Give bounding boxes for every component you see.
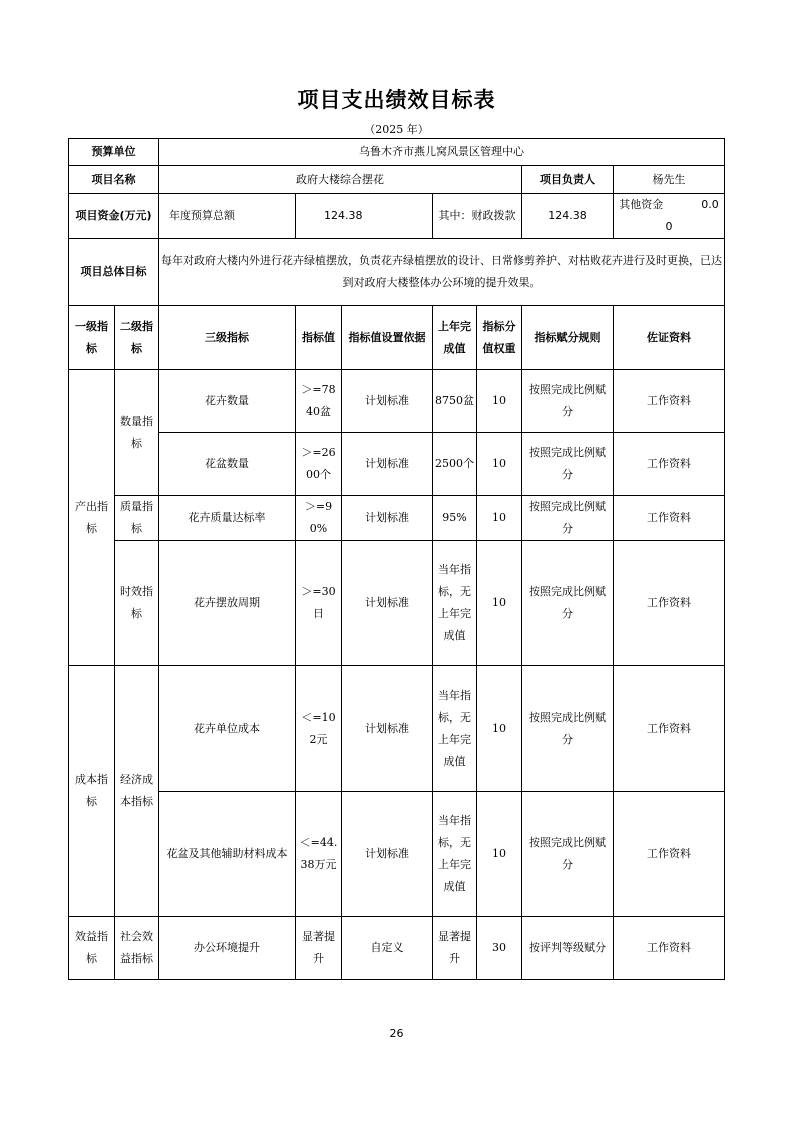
header-evidence: 佐证资料 <box>614 306 725 370</box>
row-rule: 按照完成比例赋分 <box>522 541 614 666</box>
table-row <box>69 541 725 666</box>
header-basis: 指标值设置依据 <box>342 306 433 370</box>
table-row <box>69 496 725 541</box>
other-funds-label: 其他资金 <box>619 198 664 211</box>
row-weight: 10 <box>477 792 522 917</box>
row-name: 办公环境提升 <box>159 917 296 980</box>
performance-table <box>68 138 725 980</box>
row-value: ＞=90% <box>296 496 342 541</box>
row-rule: 按评判等级赋分 <box>522 917 614 980</box>
row-evidence: 工作资料 <box>614 433 725 496</box>
other-funds-area <box>614 194 725 239</box>
table-row <box>69 792 725 917</box>
row-value: 显著提升 <box>296 917 342 980</box>
row-last-year: 95% <box>433 496 477 541</box>
table-row <box>69 433 725 496</box>
row-basis: 计划标准 <box>342 666 433 792</box>
project-name-label: 项目名称 <box>69 166 159 194</box>
row-weight: 10 <box>477 496 522 541</box>
row-value: ＞=7840盆 <box>296 370 342 433</box>
header-level1: 一级指标 <box>69 306 115 370</box>
row-headers <box>69 306 725 370</box>
header-rule: 指标赋分规则 <box>522 306 614 370</box>
row-basis: 计划标准 <box>342 541 433 666</box>
row-evidence: 工作资料 <box>614 370 725 433</box>
header-level3: 三级指标 <box>159 306 296 370</box>
year-label: （2025 年） <box>364 123 429 136</box>
header-level2: 二级指标 <box>115 306 159 370</box>
project-leader-value: 杨先生 <box>614 166 725 194</box>
row-name: 花卉数量 <box>159 370 296 433</box>
page-number: 26 <box>389 1027 404 1040</box>
level2-quality: 质量指标 <box>115 496 159 541</box>
row-last-year: 显著提升 <box>433 917 477 980</box>
row-evidence: 工作资料 <box>614 496 725 541</box>
goal-text: 每年对政府大楼内外进行花卉绿植摆放，负责花卉绿植摆放的设计、日常修剪养护、对枯败花卉进行及时更换，已达到对政府大楼整体办公环境的提升效果。 <box>159 239 725 306</box>
page-title: 项目支出绩效目标表 <box>297 88 496 112</box>
row-evidence: 工作资料 <box>614 541 725 666</box>
row-value: ＜=44.38万元 <box>296 792 342 917</box>
row-weight: 10 <box>477 666 522 792</box>
project-name-value: 政府大楼综合摆花 <box>159 166 522 194</box>
row-rule: 按照完成比例赋分 <box>522 433 614 496</box>
row-last-year: 2500个 <box>433 433 477 496</box>
level1-output: 产出指标 <box>69 370 115 666</box>
fiscal-value: 124.38 <box>522 194 614 239</box>
row-name: 花卉单位成本 <box>159 666 296 792</box>
annual-budget-label: 年度预算总额 <box>159 194 296 239</box>
row-weight: 10 <box>477 433 522 496</box>
row-evidence: 工作资料 <box>614 666 725 792</box>
row-name: 花盆及其他辅助材料成本 <box>159 792 296 917</box>
header-weight: 指标分值权重 <box>477 306 522 370</box>
table-row <box>69 666 725 792</box>
row-weight: 30 <box>477 917 522 980</box>
row-evidence: 工作资料 <box>614 917 725 980</box>
row-weight: 10 <box>477 370 522 433</box>
row-weight: 10 <box>477 541 522 666</box>
row-rule: 按照完成比例赋分 <box>522 666 614 792</box>
header-value: 指标值 <box>296 306 342 370</box>
row-value: ＞=30日 <box>296 541 342 666</box>
row-basis: 计划标准 <box>342 792 433 917</box>
row-basis: 计划标准 <box>342 496 433 541</box>
project-leader-label: 项目负责人 <box>522 166 614 194</box>
row-last-year: 当年指标，无上年完成值 <box>433 792 477 917</box>
row-last-year: 当年指标，无上年完成值 <box>433 541 477 666</box>
level1-benefit: 效益指标 <box>69 917 115 980</box>
goal-label: 项目总体目标 <box>69 239 159 306</box>
row-name: 花卉质量达标率 <box>159 496 296 541</box>
level1-cost: 成本指标 <box>69 666 115 917</box>
row-name: 花卉摆放周期 <box>159 541 296 666</box>
row-budget-unit <box>69 139 725 166</box>
budget-unit-label: 预算单位 <box>69 139 159 166</box>
level2-social: 社会效益指标 <box>115 917 159 980</box>
level2-economic: 经济成本指标 <box>115 666 159 917</box>
row-basis: 计划标准 <box>342 433 433 496</box>
row-goal <box>69 239 725 306</box>
row-rule: 按照完成比例赋分 <box>522 792 614 917</box>
table-row <box>69 917 725 980</box>
row-project-name <box>69 166 725 194</box>
row-value: ＜=102元 <box>296 666 342 792</box>
row-basis: 计划标准 <box>342 370 433 433</box>
row-name: 花盆数量 <box>159 433 296 496</box>
header-last-year: 上年完成值 <box>433 306 477 370</box>
row-funds <box>69 194 725 239</box>
funds-label: 项目资金(万元) <box>69 194 159 239</box>
row-rule: 按照完成比例赋分 <box>522 370 614 433</box>
other-funds-value: 0.00 <box>665 198 719 233</box>
row-last-year: 当年指标，无上年完成值 <box>433 666 477 792</box>
level2-quantity: 数量指标 <box>115 370 159 496</box>
row-rule: 按照完成比例赋分 <box>522 496 614 541</box>
level2-timeliness: 时效指标 <box>115 541 159 666</box>
row-value: ＞=2600个 <box>296 433 342 496</box>
fiscal-label: 其中：财政拨款 <box>433 194 522 239</box>
row-evidence: 工作资料 <box>614 792 725 917</box>
row-basis: 自定义 <box>342 917 433 980</box>
table-row <box>69 370 725 433</box>
budget-unit-value: 乌鲁木齐市燕儿窝风景区管理中心 <box>159 139 725 166</box>
row-last-year: 8750盆 <box>433 370 477 433</box>
annual-budget-value: 124.38 <box>296 194 433 239</box>
